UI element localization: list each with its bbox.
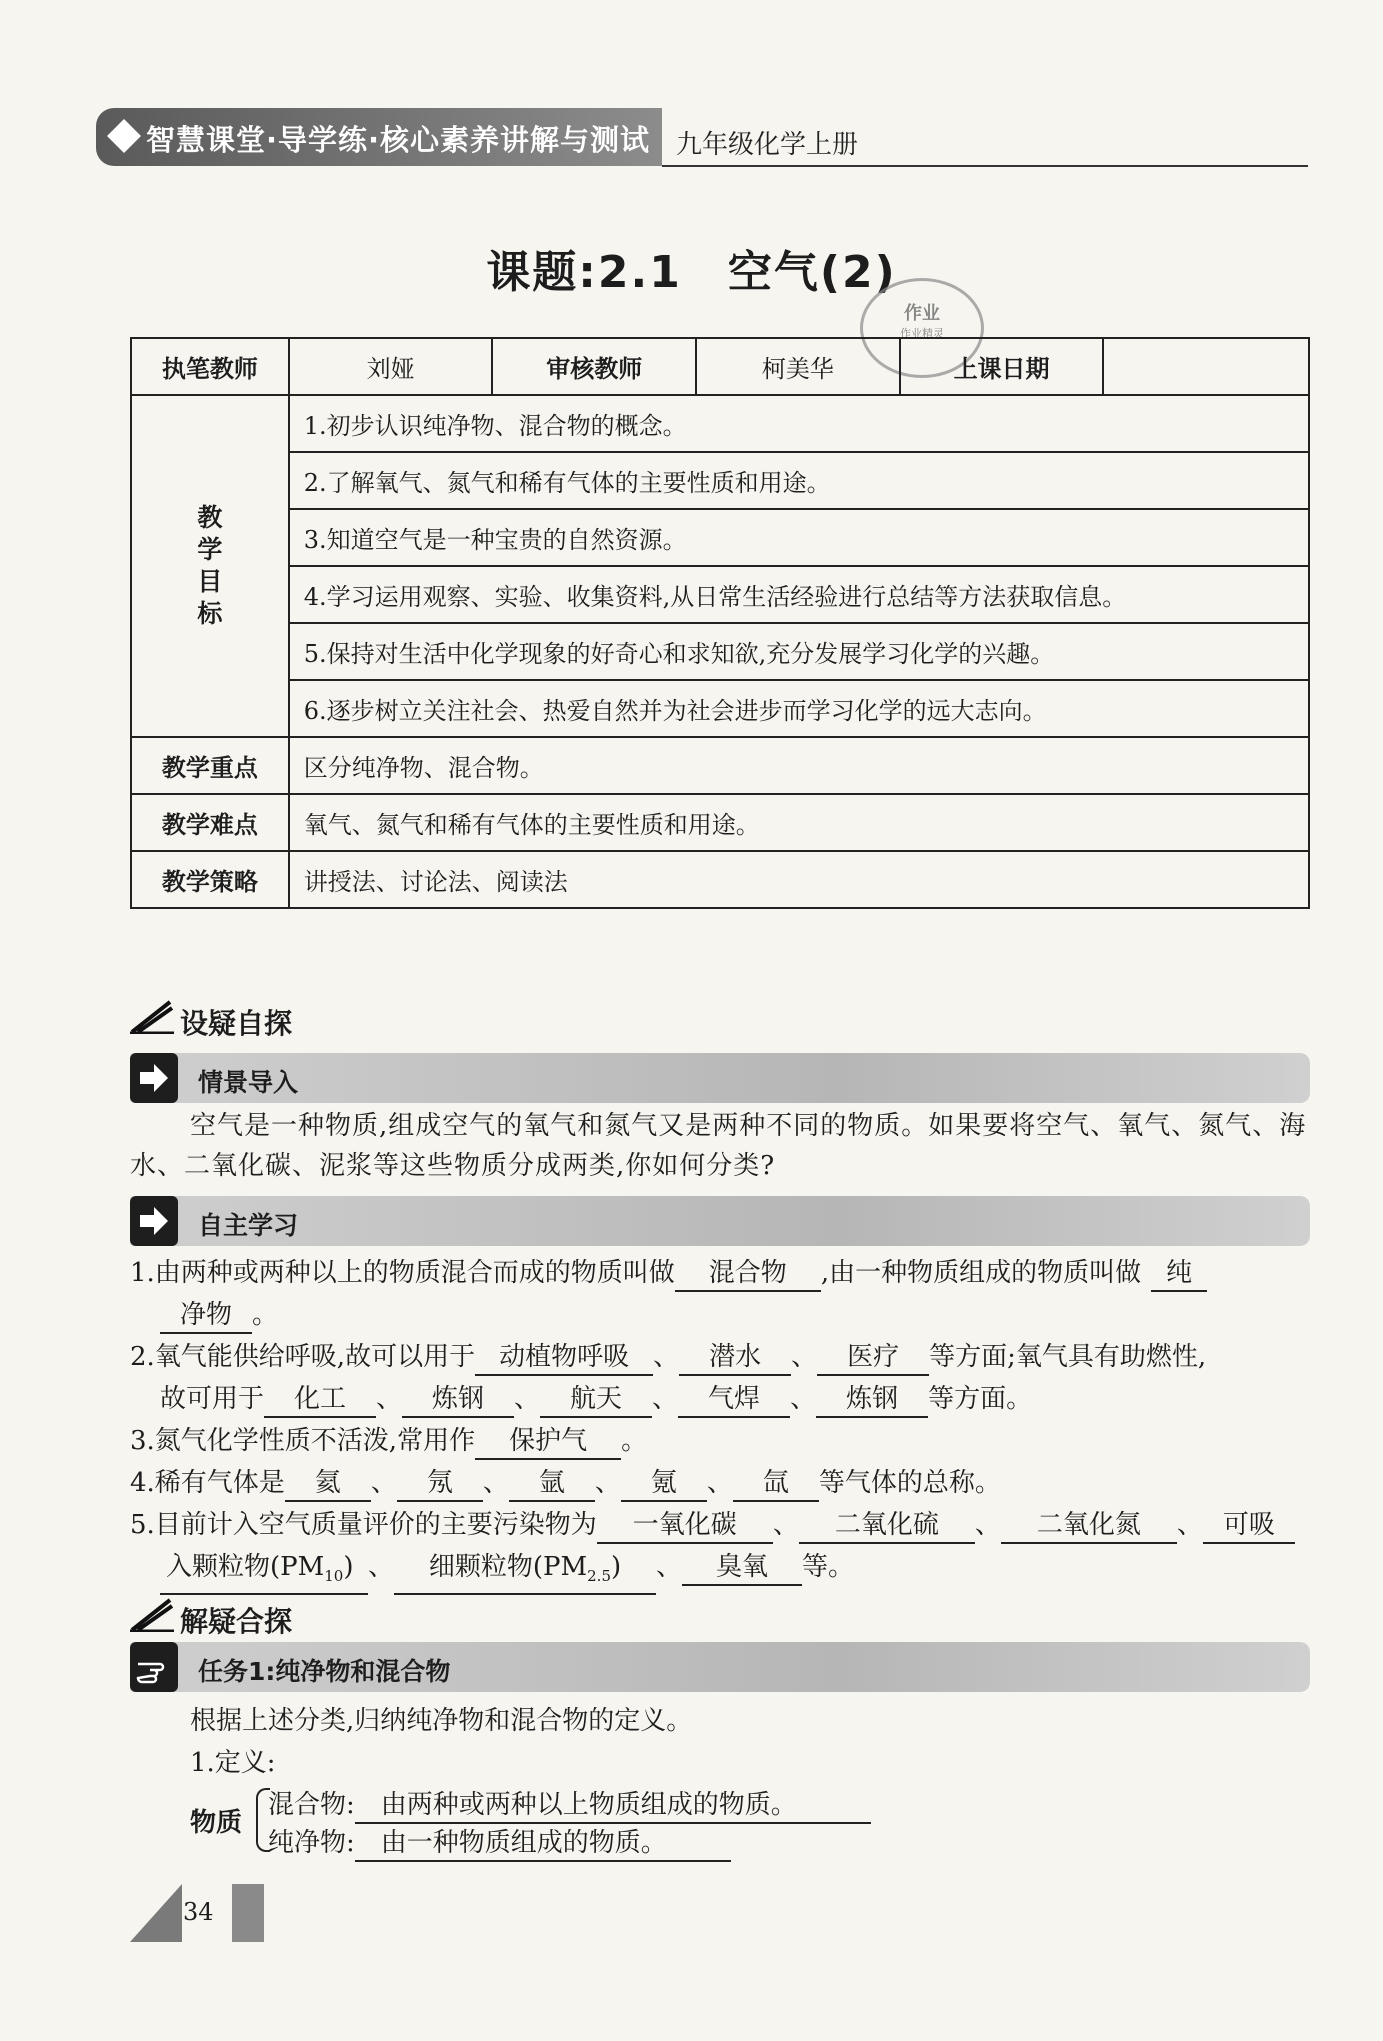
q1-answer-1: 混合物 [675,1256,821,1292]
pure-definition [268,1822,731,1862]
q1-text: 1.由两种或两种以上的物质混合而成的物质叫做 [130,1258,675,1288]
q5-answer-5-close: ) [611,1552,622,1582]
question-5-cont [160,1546,854,1595]
separator: 、 [594,1468,621,1498]
page-corner [130,1884,182,1942]
self-study-label: 自主学习 [198,1211,299,1240]
q5-answer-4a: 可吸 [1203,1508,1295,1544]
q1-end: 。 [252,1300,279,1330]
separator: 、 [653,1342,680,1372]
pen-icon [130,1598,174,1632]
objectives-label [131,395,289,737]
separator: 、 [706,1468,733,1498]
separator: 、 [370,1468,397,1498]
arrow-icon [130,1196,178,1246]
writer-value: 刘娅 [289,338,493,395]
section1-title: 设疑自探 [180,1007,293,1040]
q5-answer-6: 臭氧 [682,1550,802,1586]
focus-value: 区分纯净物、混合物。 [289,737,1309,794]
question-2-cont [160,1378,1032,1418]
question-2 [130,1336,1206,1376]
objective-item: 2.了解氧气、氮气和稀有气体的主要性质和用途。 [289,452,1309,509]
separator: 、 [652,1384,679,1414]
series-title: 智慧课堂·导学练·核心素养讲解与测试 [146,123,651,157]
date-value [1103,338,1309,395]
q1-text-2: ,由一种物质组成的物质叫做 [820,1258,1142,1288]
writer-label: 执笔教师 [131,338,289,395]
q4-answer-4: 氪 [621,1466,707,1502]
question-3 [130,1420,647,1460]
q5-answer-5-text: 细颗粒物(PM [428,1552,588,1582]
q2-answer-6: 航天 [540,1382,652,1418]
separator: 、 [368,1552,395,1582]
strategy-label: 教学策略 [131,851,289,908]
task-text: 根据上述分类,归纳纯净物和混合物的定义。 [190,1706,693,1736]
question-5 [130,1504,1295,1544]
q2-answer-8: 炼钢 [816,1382,928,1418]
q1-answer-2a: 纯 [1151,1256,1207,1292]
strategy-value: 讲授法、讨论法、阅读法 [289,851,1309,908]
stamp-line2: 作业精灵 [900,327,944,340]
q4-answer-3: 氩 [509,1466,595,1502]
q5-answer-5-sub: 2.5 [587,1567,611,1586]
task-label: 任务1:纯净物和混合物 [198,1657,451,1686]
difficulty-value: 氧气、氮气和稀有气体的主要性质和用途。 [289,794,1309,851]
pen-icon [130,1000,174,1034]
objective-item: 4.学习运用观察、实验、收集资料,从日常生活经验进行总结等方法获取信息。 [289,566,1309,623]
separator: 、 [376,1384,403,1414]
q2-answer-2: 潜水 [679,1340,791,1376]
intro-text: 空气是一种物质,组成空气的氧气和氮气又是两种不同的物质。如果要将空气、氧气、氮气、海水、二氧化碳、泥浆等这些物质分成两类,你如何分类? [130,1111,1307,1181]
pure-answer: 由一种物质组成的物质。 [355,1826,731,1862]
intro-label: 情景导入 [198,1068,299,1097]
q5-answer-4b-text: 入颗粒物(PM [166,1552,325,1582]
reviewer-value: 柯美华 [696,338,900,395]
intro-bar [130,1053,1310,1103]
definition-title: 1.定义: [190,1748,276,1778]
objective-item: 5.保持对生活中化学现象的好奇心和求知欲,充分发展学习化学的兴趣。 [289,623,1309,680]
difficulty-label: 教学难点 [131,794,289,851]
q4-end: 等气体的总称。 [818,1468,1001,1498]
q2-answer-3: 医疗 [817,1340,929,1376]
objective-item: 6.逐步树立关注社会、热爱自然并为社会进步而学习化学的远大志向。 [289,680,1309,737]
q4-answer-1: 氦 [285,1466,371,1502]
q4-answer-5: 氙 [733,1466,819,1502]
date-label: 上课日期 [900,338,1104,395]
self-study-bar [130,1196,1310,1246]
q3-text: 3.氮气化学性质不活泼,常用作 [130,1426,476,1456]
pure-label: 纯净物: [268,1828,355,1858]
q2-answer-7: 气焊 [678,1382,790,1418]
q3-answer: 保护气 [475,1424,621,1460]
mixture-label: 混合物: [268,1790,355,1820]
task-bar [130,1642,1310,1692]
q2-end: 等方面。 [928,1384,1033,1414]
question-1-cont [160,1294,278,1334]
separator: 、 [1176,1510,1203,1540]
q5-answer-1: 一氧化碳 [597,1508,773,1544]
q4-text: 4.稀有气体是 [130,1468,285,1498]
focus-label: 教学重点 [131,737,289,794]
book-title: 九年级化学上册 [676,130,859,160]
page-corner-box [232,1884,264,1942]
stamp-line1: 作业 [904,303,940,324]
q2-text-2: 等方面;氧气具有助燃性, [929,1342,1207,1372]
q2-answer-4: 化工 [264,1382,376,1418]
substance-label: 物质 [190,1808,243,1838]
q5-answer-4b-close: ) [343,1552,354,1582]
q1-answer-2b: 净物 [160,1298,252,1334]
q5-answer-4b [160,1550,368,1595]
separator: 、 [656,1552,683,1582]
mixture-definition [268,1784,871,1824]
q5-end: 等。 [802,1552,855,1582]
header-rule [662,165,1308,167]
reviewer-label: 审核教师 [492,338,696,395]
separator: 、 [482,1468,509,1498]
separator: 、 [974,1510,1001,1540]
q2-answer-1: 动植物呼吸 [475,1340,653,1376]
mixture-answer: 由两种或两种以上物质组成的物质。 [355,1788,871,1824]
question-1 [130,1252,1207,1292]
q5-text: 5.目前计入空气质量评价的主要污染物为 [130,1510,597,1540]
page-number: 34 [183,1898,214,1926]
objectives-label-text: 教学目标 [197,503,223,628]
q5-answer-3: 二氧化氮 [1001,1508,1177,1544]
q2-text-3: 故可用于 [160,1384,265,1414]
arrow-icon [130,1053,178,1103]
question-4 [130,1462,1001,1502]
lesson-info-table [130,337,1310,909]
lesson-title: 课题:2.1 空气(2) [486,247,897,298]
q4-answer-2: 氖 [397,1466,483,1502]
separator: 、 [790,1384,817,1414]
separator: 、 [514,1384,541,1414]
pointing-hand-icon [130,1642,178,1692]
objective-item: 1.初步认识纯净物、混合物的概念。 [289,395,1309,452]
q5-answer-2: 二氧化硫 [799,1508,975,1544]
separator: 、 [772,1510,799,1540]
q3-end: 。 [621,1426,648,1456]
q5-answer-4b-sub: 10 [324,1567,344,1586]
q5-answer-5 [394,1550,656,1595]
objective-item: 3.知道空气是一种宝贵的自然资源。 [289,509,1309,566]
separator: 、 [791,1342,818,1372]
q2-answer-5: 炼钢 [402,1382,514,1418]
section2-title: 解疑合探 [180,1605,293,1638]
q2-text: 2.氧气能供给呼吸,故可以用于 [130,1342,476,1372]
